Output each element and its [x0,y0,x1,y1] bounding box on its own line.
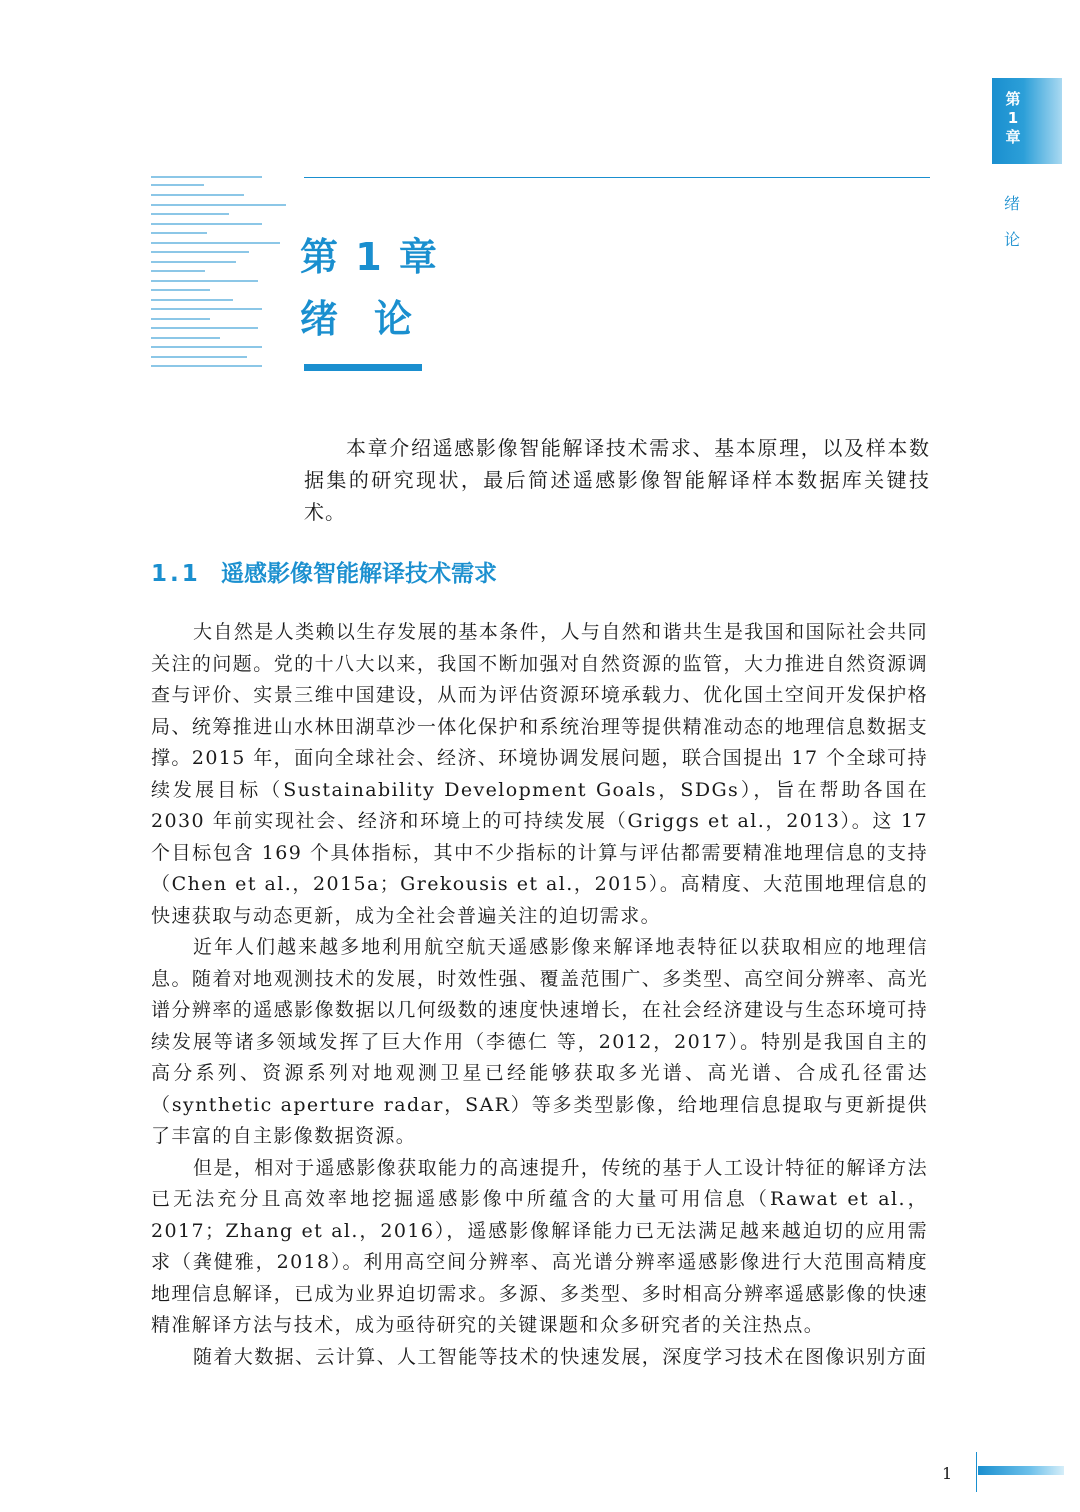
decorative-lines [0,0,1080,400]
paragraph: 近年人们越来越多地利用航空航天遥感影像来解译地表特征以获取相应的地理信息。随着对地观测技术的发展，时效性强、覆盖范围广、多类型、高空间分辨率、高光谱分辨率的遥感影像数据以几何级数的速度快速增长，在社会经济建设与生态环境可持续发展等诸多领域发挥了巨大作用（李德仁 等，2012，2017）。特别是我国自主的高分系列、资源系列对地观测卫星已经能够获取多光谱、高光谱、合成孔径雷达（synthetic aperture radar，SAR）等多类型影像，给地理信息提取与更新提供了丰富的自主影像数据资源。 [151,936,928,1147]
side-title-char-1: 绪 [1003,194,1020,213]
section-heading [151,555,497,588]
folio-bar [978,1466,1064,1475]
section-number: 1.1 [151,561,201,587]
side-title-char-2: 论 [1003,230,1020,249]
chapter-title: 绪论 [300,297,449,341]
page-number: 1 [942,1464,953,1483]
chapter-number: 第 1 章 [300,235,439,279]
side-tab-char-1: 第 [1005,90,1021,108]
paragraph: 但是，相对于遥感影像获取能力的高速提升，传统的基于人工设计特征的解译方法已无法充分且高效率地挖掘遥感影像中所蕴含的大量可用信息（Rawat et al.，2017；Zhang et al.，2016），遥感影像解译能力已无法满足越来越迫切的应用需求（龚健雅，2018）。利用高空间分辨率、高光谱分辨率遥感影像进行大范围高精度地理信息解译，已成为业界迫切需求。多源、多类型、多时相高分辨率遥感影像的快速精准解译方法与技术，成为亟待研究的关键课题和众多研究者的关注热点。 [151,1156,928,1336]
header-rule [304,177,930,178]
paragraph: 大自然是人类赖以生存发展的基本条件，人与自然和谐共生是我国和国际社会共同关注的问题。党的十八大以来，我国不断加强对自然资源的监管，大力推进自然资源调查与评价、实景三维中国建设，从而为评估资源环境承载力、优化国土空间开发保护格局、统筹推进山水林田湖草沙一体化保护和系统治理等提供精准动态的地理信息数据支撑。2015 年，面向全球社会、经济、环境协调发展问题，联合国提出 17 个全球可持续发展目标（Sustainability Development Goals，SDGs），旨在帮助各国在 2030 年前实现社会、经济和环境上的可持续发展（Griggs et al.，2013）。这 17 个目标包含 169 个具体指标，其中不少指标的计算与评估都需要精准地理信息的支持（Chen et al.，2015a；Grekousis et al.，2015）。高精度、大范围地理信息的快速获取与动态更新，成为全社会普遍关注的迫切需求。 [151,621,928,927]
side-tab-char-2: 1 [1007,109,1019,127]
paragraph: 随着大数据、云计算、人工智能等技术的快速发展，深度学习技术在图像识别方面 [193,1345,928,1368]
side-tab-char-3: 章 [1005,128,1021,146]
folio-rule [976,1452,977,1492]
body-text [151,617,928,1373]
section-title: 遥感影像智能解译技术需求 [221,561,497,587]
chapter-abstract: 本章介绍遥感影像智能解译技术需求、基本原理，以及样本数据集的研究现状，最后简述遥感影像智能解译样本数据库关键技术。 [304,436,930,524]
chapter-title-bar [304,364,422,371]
